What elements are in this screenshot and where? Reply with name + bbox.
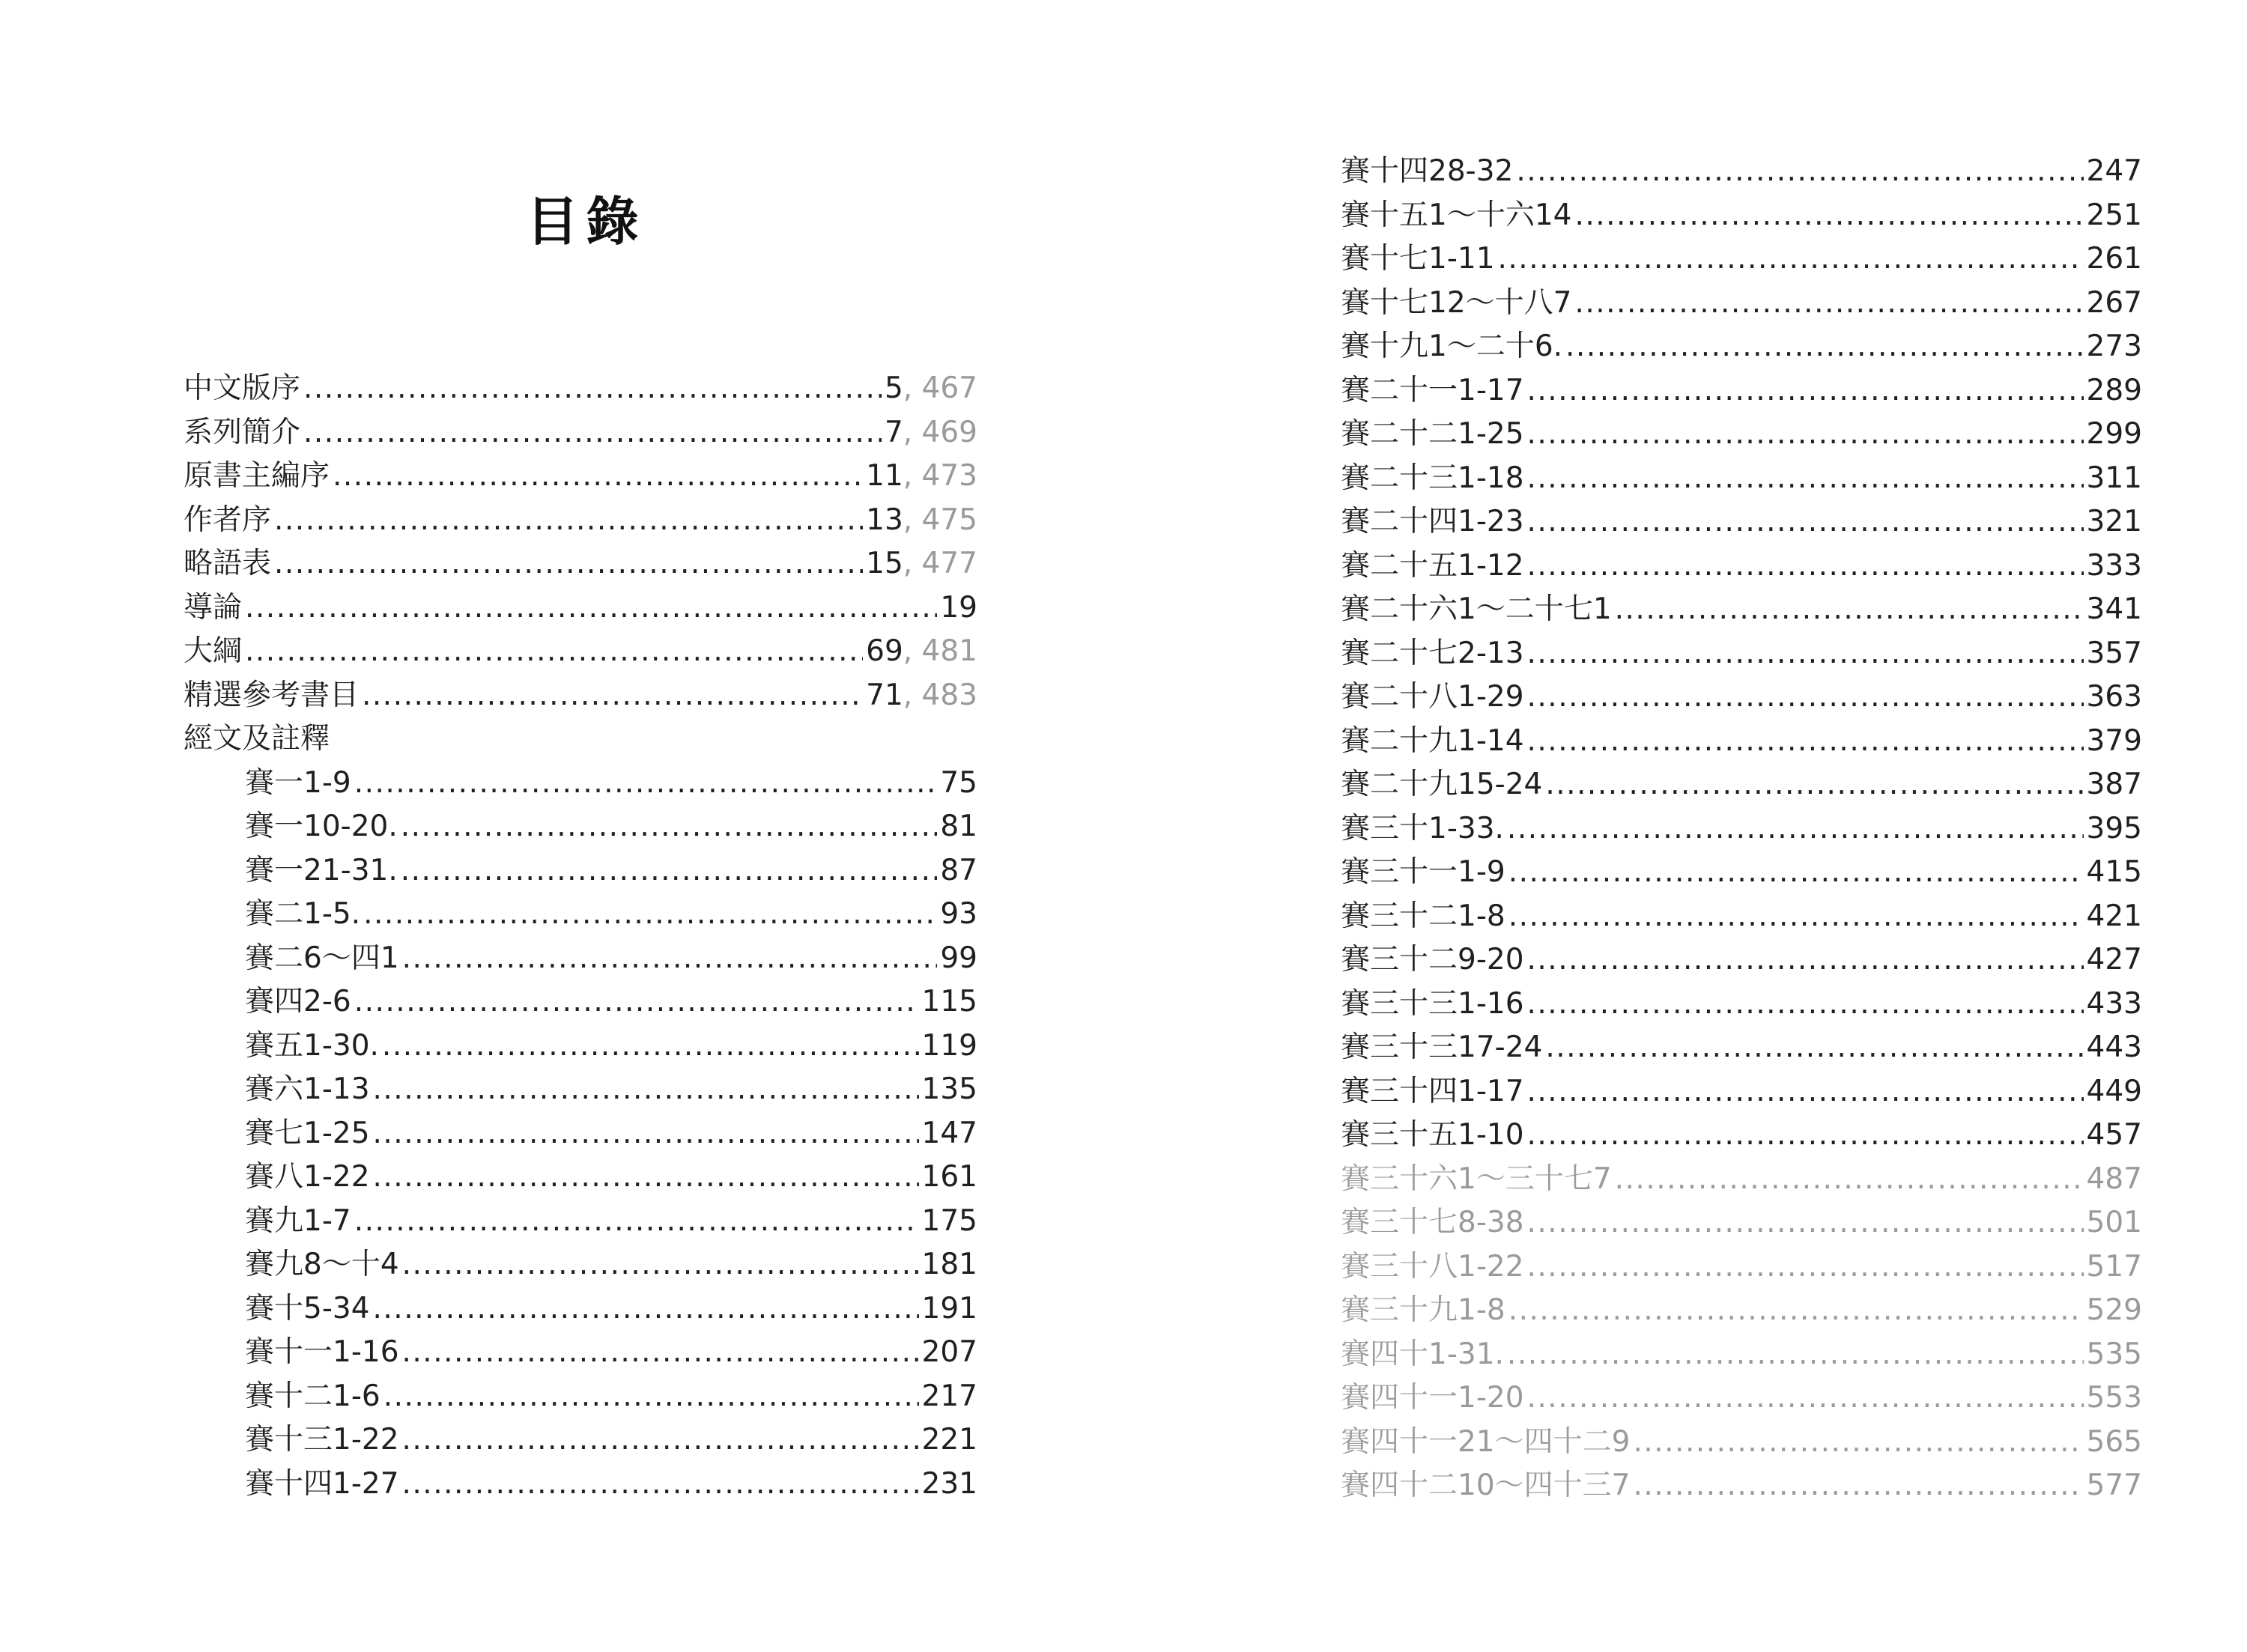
dot-leader — [1527, 632, 2084, 676]
toc-entry-label: 賽二十三1-18 — [1341, 461, 1524, 495]
toc-entry-page: 387 — [2086, 768, 2142, 801]
dot-leader — [1633, 1421, 2083, 1465]
dot-leader — [333, 455, 863, 499]
toc-entry-page: 321 — [2086, 505, 2142, 538]
dot-leader — [274, 499, 863, 543]
dot-leader — [1527, 1114, 2084, 1158]
toc-entry-label: 原書主編序 — [184, 459, 330, 493]
toc-entry — [184, 1200, 977, 1244]
toc-entry-label: 賽二十二1-25 — [1341, 417, 1524, 451]
toc-entry — [1341, 1245, 2142, 1290]
toc-entry-label: 賽三十五1-10 — [1341, 1118, 1524, 1152]
toc-entry-page: 565 — [2086, 1424, 2142, 1459]
toc-title: 目錄 — [526, 191, 646, 252]
toc-entry-label: 賽三十八1-22 — [1341, 1249, 1524, 1284]
toc-entry — [1341, 588, 2142, 632]
toc-entry-label: 賽十二1-6 — [245, 1379, 380, 1413]
toc-entry-page: 299 — [2086, 417, 2142, 451]
toc-entry-page: 501 — [2086, 1206, 2142, 1239]
toc-entry-page: 87 — [940, 853, 977, 887]
toc-entry-label: 賽三十1-33. — [1341, 811, 1504, 845]
toc-entry-page: 457 — [2086, 1118, 2142, 1152]
toc-entry-label: 賽九1-7 — [245, 1203, 351, 1238]
toc-entry-page: 19 — [940, 590, 977, 625]
toc-entry — [1341, 1201, 2142, 1245]
toc-entry-page: 379 — [2086, 723, 2142, 758]
toc-entry-page: 147 — [921, 1116, 977, 1150]
toc-entry — [184, 1024, 977, 1069]
toc-entry-label: 賽四十1-31. — [1341, 1337, 1504, 1371]
dot-leader — [402, 1463, 919, 1507]
dot-leader — [362, 674, 863, 718]
toc-entry-label: 導論 — [184, 590, 243, 625]
dot-leader — [1527, 1245, 2084, 1290]
toc-entry — [184, 630, 977, 674]
toc-entry — [184, 849, 977, 893]
toc-entry-page: 415 — [2086, 855, 2142, 889]
dot-leader — [1527, 457, 2084, 501]
toc-entry-label: 賽十九1～二十6. — [1341, 330, 1563, 363]
toc-entry-page: 421 — [2086, 899, 2142, 933]
toc-entry — [184, 411, 977, 455]
toc-entry — [1341, 1026, 2142, 1070]
toc-entry-page: 191 — [921, 1291, 977, 1325]
toc-entry-page: 517 — [2086, 1249, 2142, 1284]
toc-entry-label: 賽八1-22 — [245, 1160, 370, 1194]
toc-entry — [184, 1375, 977, 1419]
toc-entry-page: 443 — [2086, 1030, 2142, 1064]
toc-entry-label: 精選參考書目 — [184, 678, 360, 712]
toc-entry — [1341, 194, 2142, 238]
dot-leader — [1527, 1201, 2084, 1245]
toc-entry-page: 207 — [921, 1335, 977, 1369]
toc-entry-label: 賽二十七2-13 — [1341, 636, 1524, 670]
toc-entry-page: 7 — [884, 415, 903, 449]
toc-entry — [1341, 500, 2142, 544]
dot-leader — [1527, 544, 2084, 589]
toc-entry — [1341, 895, 2142, 939]
toc-entry-label: 賽二十一1-17 — [1341, 373, 1524, 407]
toc-entry-label: 賽二1-5. — [245, 897, 361, 931]
toc-entry-page: 75 — [940, 765, 977, 800]
toc-entry-label: 賽四十二10～四十三7 — [1341, 1469, 1631, 1502]
toc-entry-label: 賽三十六1～三十七7 — [1341, 1161, 1612, 1196]
toc-entry-page: 217 — [921, 1379, 977, 1413]
dot-leader — [1516, 150, 2083, 194]
toc-entry-page: 221 — [921, 1423, 977, 1457]
dot-leader — [1574, 282, 2083, 326]
toc-entry-alt-page: , 467 — [903, 371, 977, 405]
dot-leader — [1545, 763, 2083, 807]
toc-entry-page: 363 — [2086, 680, 2142, 714]
dot-leader — [373, 1068, 919, 1112]
toc-entry — [184, 980, 977, 1024]
toc-entry — [184, 1112, 977, 1156]
toc-entry-label: 賽六1-13 — [245, 1072, 370, 1106]
toc-entry-alt-page: , 475 — [903, 502, 977, 537]
toc-entry-page: 261 — [2086, 242, 2142, 276]
toc-entry-alt-page: , 469 — [903, 415, 977, 449]
toc-entry-label: 賽三十二9-20 — [1341, 943, 1524, 977]
toc-entry-label: 經文及註釋 — [184, 722, 330, 756]
dot-leader — [245, 586, 937, 631]
toc-entry — [184, 367, 977, 411]
toc-entry-label: 賽二十八1-29 — [1341, 680, 1524, 714]
toc-entry-page: 357 — [2086, 636, 2142, 670]
dot-leader — [1507, 1333, 2084, 1377]
toc-entry — [184, 674, 977, 718]
toc-entry — [184, 542, 977, 586]
toc-entry — [184, 1418, 977, 1463]
toc-entry — [1341, 720, 2142, 764]
toc-entry-label: 賽十一1-16 — [245, 1335, 399, 1369]
toc-entry — [1341, 851, 2142, 895]
toc-entry-label: 賽一1-9 — [245, 765, 351, 800]
dot-leader — [303, 367, 882, 411]
toc-entry-page: 181 — [921, 1248, 977, 1281]
toc-entry-page: 81 — [940, 810, 977, 843]
toc-entry-label: 大綱 — [184, 634, 243, 668]
toc-entry-page: 11 — [866, 459, 903, 493]
dot-leader — [402, 937, 938, 981]
dot-leader — [1615, 588, 2084, 632]
toc-entry-alt-page: , 477 — [903, 547, 977, 580]
toc-entry-page: 115 — [921, 985, 977, 1018]
toc-entry — [1341, 413, 2142, 457]
toc-entry-label: 賽九8～十4 — [245, 1248, 399, 1281]
toc-entry — [1341, 983, 2142, 1027]
toc-entry — [1341, 1421, 2142, 1465]
toc-entry-label: 賽一21-31. — [245, 853, 398, 887]
toc-entry — [1341, 1114, 2142, 1158]
toc-entry — [184, 1243, 977, 1287]
toc-entry-page: 93 — [940, 897, 977, 931]
toc-entry-page: 15 — [866, 547, 903, 580]
toc-entry-page: 99 — [940, 941, 977, 975]
toc-entry-label: 賽二十四1-23 — [1341, 505, 1524, 538]
toc-entry — [184, 1156, 977, 1200]
toc-entry-label: 賽二十五1-12 — [1341, 548, 1524, 583]
dot-leader — [1508, 895, 2084, 939]
toc-entry-page: 333 — [2086, 548, 2142, 583]
dot-leader — [373, 1287, 919, 1331]
toc-entry-label: 賽十四28-32 — [1341, 154, 1514, 188]
toc-entry-label: 賽十5-34 — [245, 1291, 370, 1325]
toc-entry — [184, 762, 977, 806]
toc-entry-page: 5 — [884, 371, 903, 405]
toc-entry-page: 487 — [2086, 1161, 2142, 1196]
toc-entry — [1341, 1158, 2142, 1202]
toc-entry — [184, 805, 977, 849]
dot-leader — [401, 805, 938, 849]
toc-entry-page: 13 — [866, 502, 903, 537]
toc-entry-page: 71 — [866, 678, 903, 712]
toc-entry-label: 賽三十三17-24 — [1341, 1030, 1543, 1064]
toc-entry — [184, 717, 977, 762]
toc-entry-page: 135 — [921, 1072, 977, 1106]
dot-leader — [1527, 369, 2084, 413]
dot-leader — [303, 411, 882, 455]
toc-entry-page: 161 — [921, 1160, 977, 1194]
toc-entry-label: 賽三十二1-8 — [1341, 899, 1505, 933]
toc-entry-label: 賽四2-6 — [245, 985, 351, 1018]
dot-leader — [402, 1331, 919, 1375]
toc-entry-page: 267 — [2086, 285, 2142, 320]
toc-entry-label: 賽十七1-11 — [1341, 242, 1495, 276]
toc-entry — [1341, 675, 2142, 720]
toc-entry-label: 賽四十一21～四十二9 — [1341, 1424, 1631, 1459]
toc-entry — [1341, 150, 2142, 194]
toc-entry — [1341, 237, 2142, 282]
right-page — [1124, 0, 2247, 1652]
dot-leader — [373, 1112, 919, 1156]
dot-leader — [1508, 851, 2084, 895]
toc-entry — [1341, 1333, 2142, 1377]
toc-entry-label: 賽十三1-22 — [245, 1423, 399, 1457]
toc-entry-page: 311 — [2086, 461, 2142, 495]
toc-entry-page: 395 — [2086, 811, 2142, 845]
toc-entry-page: 273 — [2086, 330, 2142, 363]
toc-entry — [184, 499, 977, 543]
toc-entry-page: 119 — [921, 1028, 977, 1063]
dot-leader — [1527, 720, 2084, 764]
dot-leader — [354, 762, 938, 806]
toc-entry-page: 69 — [866, 634, 903, 668]
dot-leader — [382, 1024, 919, 1069]
toc-entry — [1341, 1070, 2142, 1114]
toc-entry-label: 賽十七12～十八7 — [1341, 285, 1572, 320]
toc-entry — [1341, 1376, 2142, 1421]
toc-entry-label: 賽十五1～十六14 — [1341, 198, 1572, 232]
toc-entry-page: 535 — [2086, 1337, 2142, 1371]
toc-list-right — [1341, 150, 2142, 1508]
toc-entry — [1341, 632, 2142, 676]
toc-entry-label: 中文版序 — [184, 371, 301, 405]
toc-entry-page: 247 — [2086, 154, 2142, 188]
toc-entry-label: 賽十四1-27 — [245, 1466, 399, 1501]
dot-leader — [1498, 237, 2084, 282]
toc-entry-label: 賽四十一1-20 — [1341, 1381, 1524, 1415]
dot-leader — [1507, 807, 2084, 851]
toc-entry-page: 529 — [2086, 1293, 2142, 1327]
dot-leader — [354, 1200, 919, 1244]
toc-entry-page: 433 — [2086, 986, 2142, 1021]
toc-list-left — [184, 367, 977, 1506]
dot-leader — [402, 1243, 919, 1287]
toc-entry — [184, 893, 977, 937]
toc-entry — [1341, 325, 2142, 369]
toc-entry — [184, 1463, 977, 1507]
toc-entry-label: 系列簡介 — [184, 415, 301, 449]
dot-leader — [1545, 1026, 2083, 1070]
dot-leader — [383, 1375, 919, 1419]
toc-entry — [1341, 457, 2142, 501]
toc-entry-label: 賽三十一1-9 — [1341, 855, 1505, 889]
dot-leader — [1527, 675, 2084, 720]
toc-entry — [1341, 938, 2142, 983]
dot-leader — [1633, 1464, 2083, 1508]
toc-entry-label: 略語表 — [184, 547, 272, 580]
toc-entry-label: 賽三十七8-38 — [1341, 1206, 1524, 1239]
toc-entry-page: 289 — [2086, 373, 2142, 407]
dot-leader — [1565, 325, 2084, 369]
toc-entry — [184, 1331, 977, 1375]
dot-leader — [1527, 1070, 2084, 1114]
toc-entry-label: 賽二十九15-24 — [1341, 768, 1543, 801]
dot-leader — [402, 1418, 919, 1463]
toc-entry-page: 341 — [2086, 592, 2142, 626]
toc-entry-label: 賽三十三1-16 — [1341, 986, 1524, 1021]
toc-entry-label: 賽七1-25 — [245, 1116, 370, 1150]
toc-entry-label: 賽二十九1-14 — [1341, 723, 1524, 758]
toc-entry — [1341, 369, 2142, 413]
toc-entry-alt-page: , 483 — [903, 678, 977, 712]
toc-entry-label: 作者序 — [184, 502, 272, 537]
toc-entry-page: 251 — [2086, 198, 2142, 232]
dot-leader — [1527, 500, 2084, 544]
dot-leader — [1527, 1376, 2084, 1421]
dot-leader — [1527, 938, 2084, 983]
dot-leader — [274, 542, 863, 586]
toc-entry-page: 231 — [921, 1466, 977, 1501]
dot-leader — [245, 630, 863, 674]
toc-entry-page: 427 — [2086, 943, 2142, 977]
toc-entry — [1341, 282, 2142, 326]
dot-leader — [354, 980, 919, 1024]
toc-entry-label: 賽二6～四1 — [245, 941, 399, 975]
toc-entry — [1341, 544, 2142, 589]
dot-leader — [401, 849, 938, 893]
toc-entry — [1341, 763, 2142, 807]
toc-entry — [1341, 1289, 2142, 1333]
toc-entry-page: 553 — [2086, 1381, 2142, 1415]
toc-entry-alt-page: , 473 — [903, 459, 977, 493]
toc-entry-alt-page: , 481 — [903, 634, 977, 668]
dot-leader — [1527, 413, 2084, 457]
toc-entry — [184, 1068, 977, 1112]
toc-entry-label: 賽三十四1-17 — [1341, 1074, 1524, 1108]
dot-leader — [1508, 1289, 2084, 1333]
toc-entry — [184, 455, 977, 499]
toc-entry-page: 175 — [921, 1203, 977, 1238]
toc-entry — [184, 937, 977, 981]
toc-entry-page: 449 — [2086, 1074, 2142, 1108]
toc-entry-label: 賽三十九1-8 — [1341, 1293, 1505, 1327]
toc-entry-label: 賽二十六1～二十七1 — [1341, 592, 1612, 626]
toc-entry — [1341, 807, 2142, 851]
toc-entry-page: 577 — [2086, 1469, 2142, 1502]
toc-entry — [184, 586, 977, 631]
dot-leader — [373, 1156, 919, 1200]
toc-entry-label: 賽一10-20. — [245, 810, 398, 843]
dot-leader — [1574, 194, 2083, 238]
toc-entry-label: 賽五1-30. — [245, 1028, 379, 1063]
dot-leader — [1615, 1158, 2084, 1202]
toc-entry — [1341, 1464, 2142, 1508]
dot-leader — [363, 893, 937, 937]
toc-entry — [184, 1287, 977, 1331]
dot-leader — [1527, 983, 2084, 1027]
